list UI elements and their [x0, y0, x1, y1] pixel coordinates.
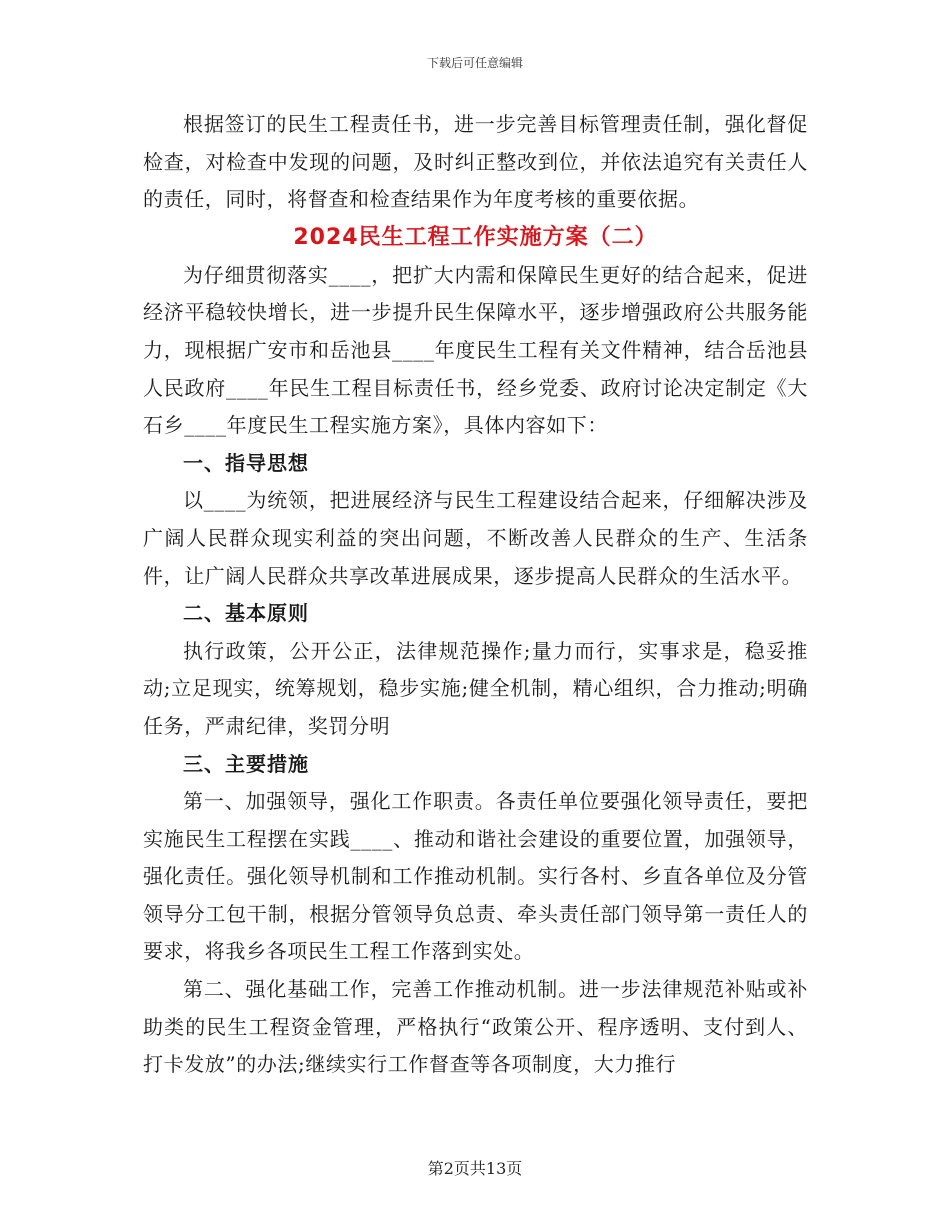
- section-paragraph-measure-two: 第二、强化基础工作，完善工作推动机制。进一步法律规范补贴或补助类的民生工程资金管理，严格执行“政策公开、程序透明、支付到人、打卡发放”的办法;继续实行工作督查等各项制度，大力推行: [143, 977, 808, 1077]
- document-title: 2024民生工程工作实施方案（二）: [293, 224, 658, 250]
- intro-paragraph: 根据签订的民生工程责任书，进一步完善目标管理责任制，强化督促检查，对检查中发现的问题，及时纠正整改到位，并依法追究有关责任人的责任，同时，将督查和检查结果作为年度考核的重要依据。: [143, 112, 808, 212]
- section-heading-basic-principles: 二、基本原则: [183, 601, 309, 626]
- page-header: 下载后可任意编辑: [426, 56, 523, 70]
- document-body: [143, 106, 808, 1084]
- section-heading-main-measures: 三、主要措施: [183, 751, 309, 776]
- section-paragraph-basic-principles: 执行政策，公开公正，法律规范操作;量力而行，实事求是，稳妥推动;立足现实，统筹规划，稳步实施;健全机制，精心组织，合力推动;明确任务，严肃纪律，奖罚分明: [143, 638, 808, 738]
- section-paragraph-measure-one: 第一、加强领导，强化工作职责。各责任单位要强化领导责任，要把实施民生工程摆在实践____、推动和谐社会建设的重要位置，加强领导，强化责任。强化领导机制和工作推动机制。实行各村、乡直各单位及分管领导分工包干制，根据分管领导负总责、牵头责任部门领导第一责任人的要求，将我乡各项民生工程工作落到实处。: [143, 789, 808, 964]
- section-heading-guiding-ideology: 一、指导思想: [183, 450, 309, 475]
- opening-paragraph: 为仔细贯彻落实____，把扩大内需和保障民生更好的结合起来，促进经济平稳较快增长，进一步提升民生保障水平，逐步增强政府公共服务能力，现根据广安市和岳池县____年度民生工程有关文件精神，结合岳池县人民政府____年民生工程目标责任书，经乡党委、政府讨论决定制定《大石乡____年度民生工程实施方案》，具体内容如下：: [143, 262, 808, 438]
- section-paragraph-guiding-ideology: 以____为统领，把进展经济与民生工程建设结合起来，仔细解决涉及广阔人民群众现实利益的突出问题，不断改善人民群众的生产、生活条件，让广阔人民群众共享改革进展成果，逐步提高人民群众的生活水平。: [143, 488, 808, 588]
- page-footer: 第2页共13页: [427, 1159, 523, 1178]
